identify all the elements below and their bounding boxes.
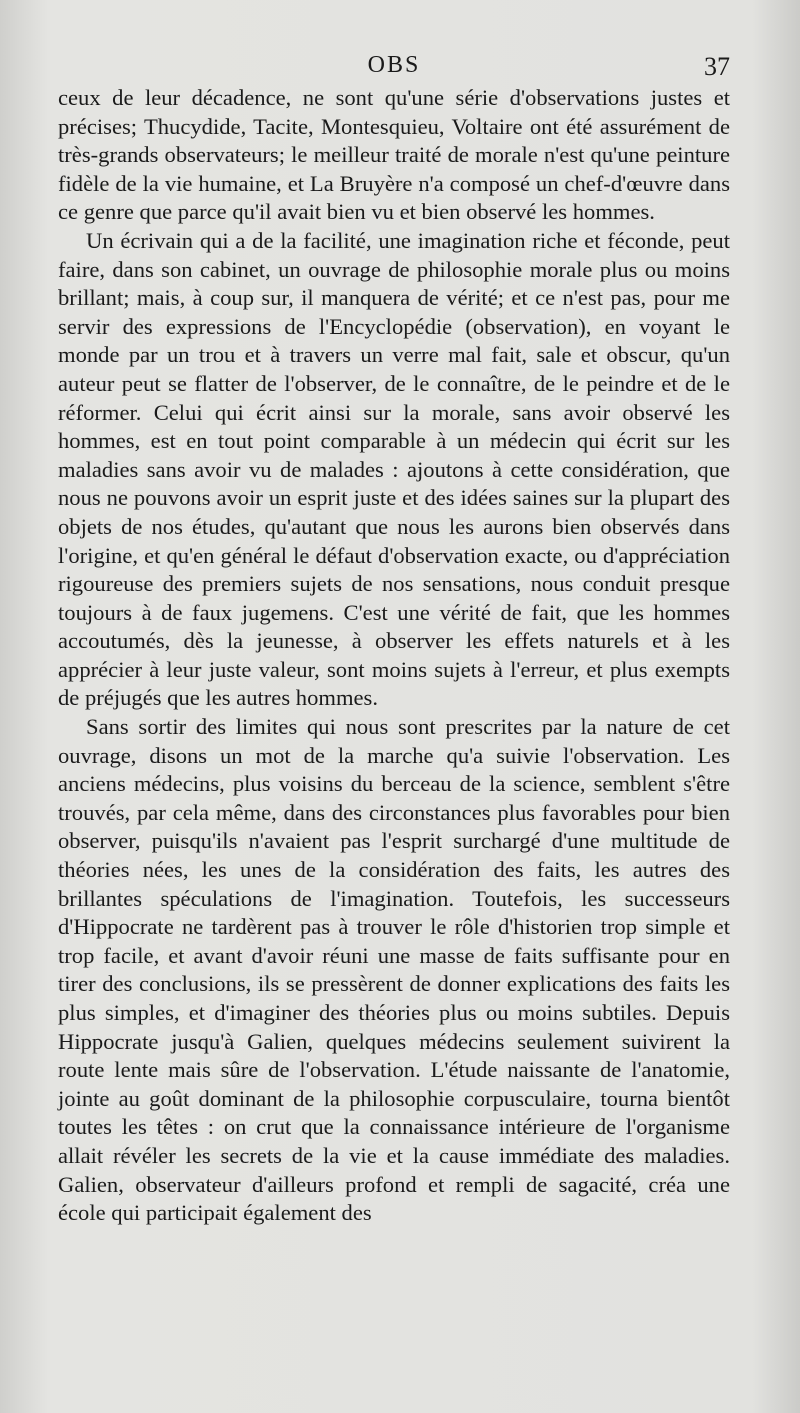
body-text xyxy=(58,84,730,1228)
paragraph-1: ceux de leur décadence, ne sont qu'une série d'observations justes et précises; Thucydide, Tacite, Montesquieu, Voltaire ont été assurément de très-grands observateurs; le meilleur traité de morale n'est qu'une peinture fidèle de la vie humaine, et La Bruyère n'a composé un chef-d'œuvre dans ce genre que parce qu'il avait bien vu et bien observé les hommes. xyxy=(58,85,730,225)
page-header xyxy=(58,50,730,86)
running-head: OBS xyxy=(367,52,421,78)
paragraph-3: Sans sortir des limites qui nous sont prescrites par la nature de cet ouvrage, disons un mot de la marche qu'a suivie l'observation. Les anciens médecins, plus voisins du berceau de la science, semblent s'être trouvés, par cela même, dans des circonstances plus favorables pour bien observer, puisqu'ils n'avaient pas l'esprit surchargé d'une multitude de théories nées, les unes de la considération des faits, les autres des brillantes spéculations de l'imagination. Toutefois, les successeurs d'Hippocrate ne tardèrent pas à trouver le rôle d'historien trop simple et trop facile, et avant d'avoir réuni une masse de faits suffisante pour en tirer des conclusions, ils se pressèrent de donner explications des faits les plus simples, et d'imaginer des théories plus ou moins subtiles. Depuis Hippocrate jusqu'à Galien, quelques médecins seulement suivirent la route lente mais sûre de l'observation. L'étude naissante de l'anatomie, jointe au goût dominant de la philosophie corpusculaire, tourna bientôt toutes les têtes : on crut que la connaissance intérieure de l'organisme allait révéler les secrets de la vie et la cause immédiate des maladies. Galien, observateur d'ailleurs profond et rempli de sagacité, créa une école qui participait également des xyxy=(58,714,730,1226)
paragraph-2: Un écrivain qui a de la facilité, une imagination riche et féconde, peut faire, dans son cabinet, un ouvrage de philosophie morale plus ou moins brillant; mais, à coup sur, il manquera de vérité; et ce n'est pas, pour me servir des expressions de l'Encyclopédie (observation), en voyant le monde par un trou et à travers un verre mal fait, sale et obscur, qu'un auteur peut se flatter de l'observer, de le connaître, de le peindre et de le réformer. Celui qui écrit ainsi sur la morale, sans avoir observé les hommes, est en tout point comparable à un médecin qui écrit sur les maladies sans avoir vu de malades : ajoutons à cette considération, que nous ne pouvons avoir un esprit juste et des idées saines sur la plupart des objets de nos études, qu'autant que nous les aurons bien observés dans l'origine, et qu'en général le défaut d'observation exacte, ou d'appréciation rigoureuse des premiers sujets de nos sensations, nous conduit presque toujours à de faux jugemens. C'est une vérité de fait, que les hommes accoutumés, dès la jeunesse, à observer les effets naturels et à les apprécier à leur juste valeur, sont moins sujets à l'erreur, et plus exempts de préjugés que les autres hommes. xyxy=(58,227,730,711)
page-number: 37 xyxy=(704,52,730,81)
